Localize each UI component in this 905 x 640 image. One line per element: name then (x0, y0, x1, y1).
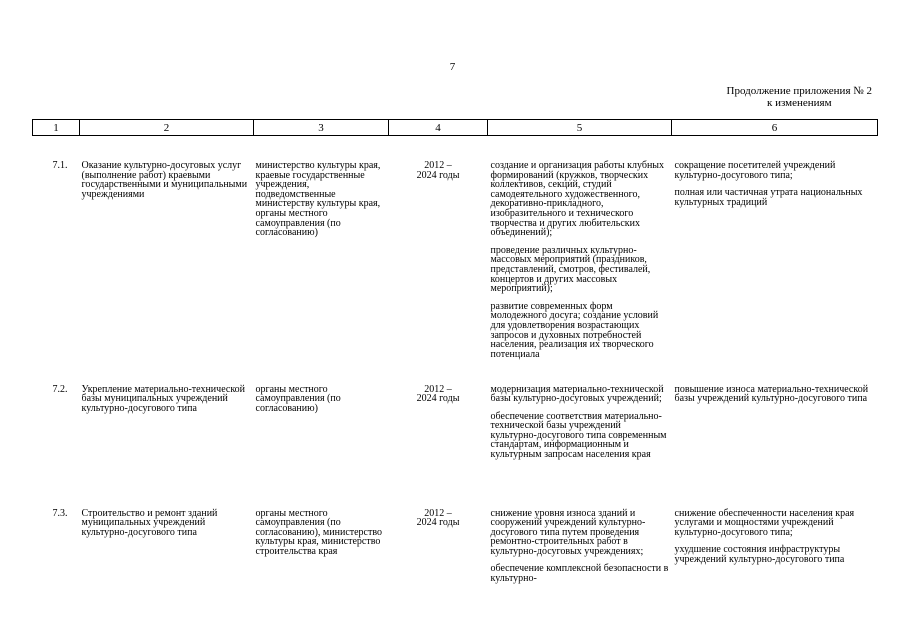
result-item: снижение уровня износа зданий и сооружений учреждений культурно-досугового типа путем проведения ремонтно-строительных работ в культурно-досуговых учреждениях; (490, 507, 646, 557)
result-item: развитие современных форм молодежного досуга; создание условий для удовлетворения возрастающих запросов и духовных потребностей населения, реализация их творческого потенциала (490, 300, 659, 360)
row-number: 7.3. (52, 507, 68, 519)
period (389, 136, 488, 379)
result-item: создание и организация работы клубных формирований (кружков, творческих коллективов, секций, студий самодеятельного художественного, декоративно-прикладного, изобразительного и технического творчества и других любительских объединений); (490, 160, 665, 239)
executor: министерство культуры края, краевые государственные учреждения, подведомственные министерству культуры края, органы местного самоуправления (по согласованию) (255, 160, 381, 239)
expected-results (488, 379, 672, 503)
row-number: 7.1. (52, 160, 68, 171)
period-end: 2024 годы (416, 517, 460, 529)
period-start: 2012 – (424, 383, 452, 395)
consequence-item: полная или частичная утрата национальных культурных традиций (674, 187, 863, 208)
consequence-item: сокращение посетителей учреждений культурно-досугового типа; (674, 160, 836, 181)
page-number: 7 (449, 61, 456, 73)
table-row (33, 503, 878, 584)
measure-name: Оказание культурно-досуговых услуг (выполнение работ) краевыми государственными и муниципальными учреждениями (81, 160, 248, 200)
result-item: проведение различных культурно-массовых мероприятий (праздников, представлений, смотров, фестивалей, концертов и других массовых мероприятий); (490, 244, 651, 295)
column-header-5: 5 (488, 120, 672, 136)
row-number: 7.2. (52, 383, 68, 395)
column-header-4: 4 (389, 120, 488, 136)
appendix-table (32, 119, 878, 584)
result-item: обеспечение комплексной безопасности в культурно- (490, 563, 669, 585)
period-start: 2012 – (424, 507, 452, 519)
result-item: обеспечение соответствия материально-технической базы учреждений культурно-досугового типа современным стандартам, информационным и культурным запросам населения края (490, 410, 667, 461)
measure-name: Строительство и ремонт зданий муниципальных учреждений культурно-досугового типа (81, 507, 218, 538)
consequences (672, 379, 878, 503)
continuation-line-2: к изменениям (766, 97, 832, 109)
consequences (672, 136, 878, 379)
continuation-line-1: Продолжение приложения № 2 (726, 85, 872, 97)
measure-name: Укрепление материально-технической базы муниципальных учреждений культурно-досугового типа (81, 383, 246, 414)
result-item: модернизация материально-технической базы культурно-досуговых учреждений; (490, 383, 664, 405)
period-end: 2024 годы (416, 393, 460, 405)
period-start: 2012 – (424, 160, 452, 171)
executor: органы местного самоуправления (по согласованию), министерство культуры края, министерство строительства края (255, 507, 383, 557)
continuation-note (727, 85, 872, 109)
period (389, 503, 488, 584)
column-header-3: 3 (254, 120, 389, 136)
consequence-item: снижение обеспеченности населения края услугами и мощностями учреждений культурно-досугового типа; (674, 507, 855, 538)
column-header-2: 2 (80, 120, 254, 136)
table-header-row (33, 120, 878, 136)
expected-results (488, 503, 672, 584)
period-end: 2024 годы (416, 169, 460, 181)
consequence-item: повышение износа материально-технической базы учреждений культурно-досугового типа (674, 383, 869, 405)
column-header-1: 1 (33, 120, 80, 136)
column-header-6: 6 (672, 120, 878, 136)
period (389, 379, 488, 503)
table-row (33, 136, 878, 379)
consequence-item: ухудшение состояния инфраструктуры учреждений культурно-досугового типа (674, 544, 845, 565)
executor: органы местного самоуправления (по согласованию) (255, 383, 341, 414)
table-row (33, 379, 878, 503)
expected-results (488, 136, 672, 379)
consequences (672, 503, 878, 584)
